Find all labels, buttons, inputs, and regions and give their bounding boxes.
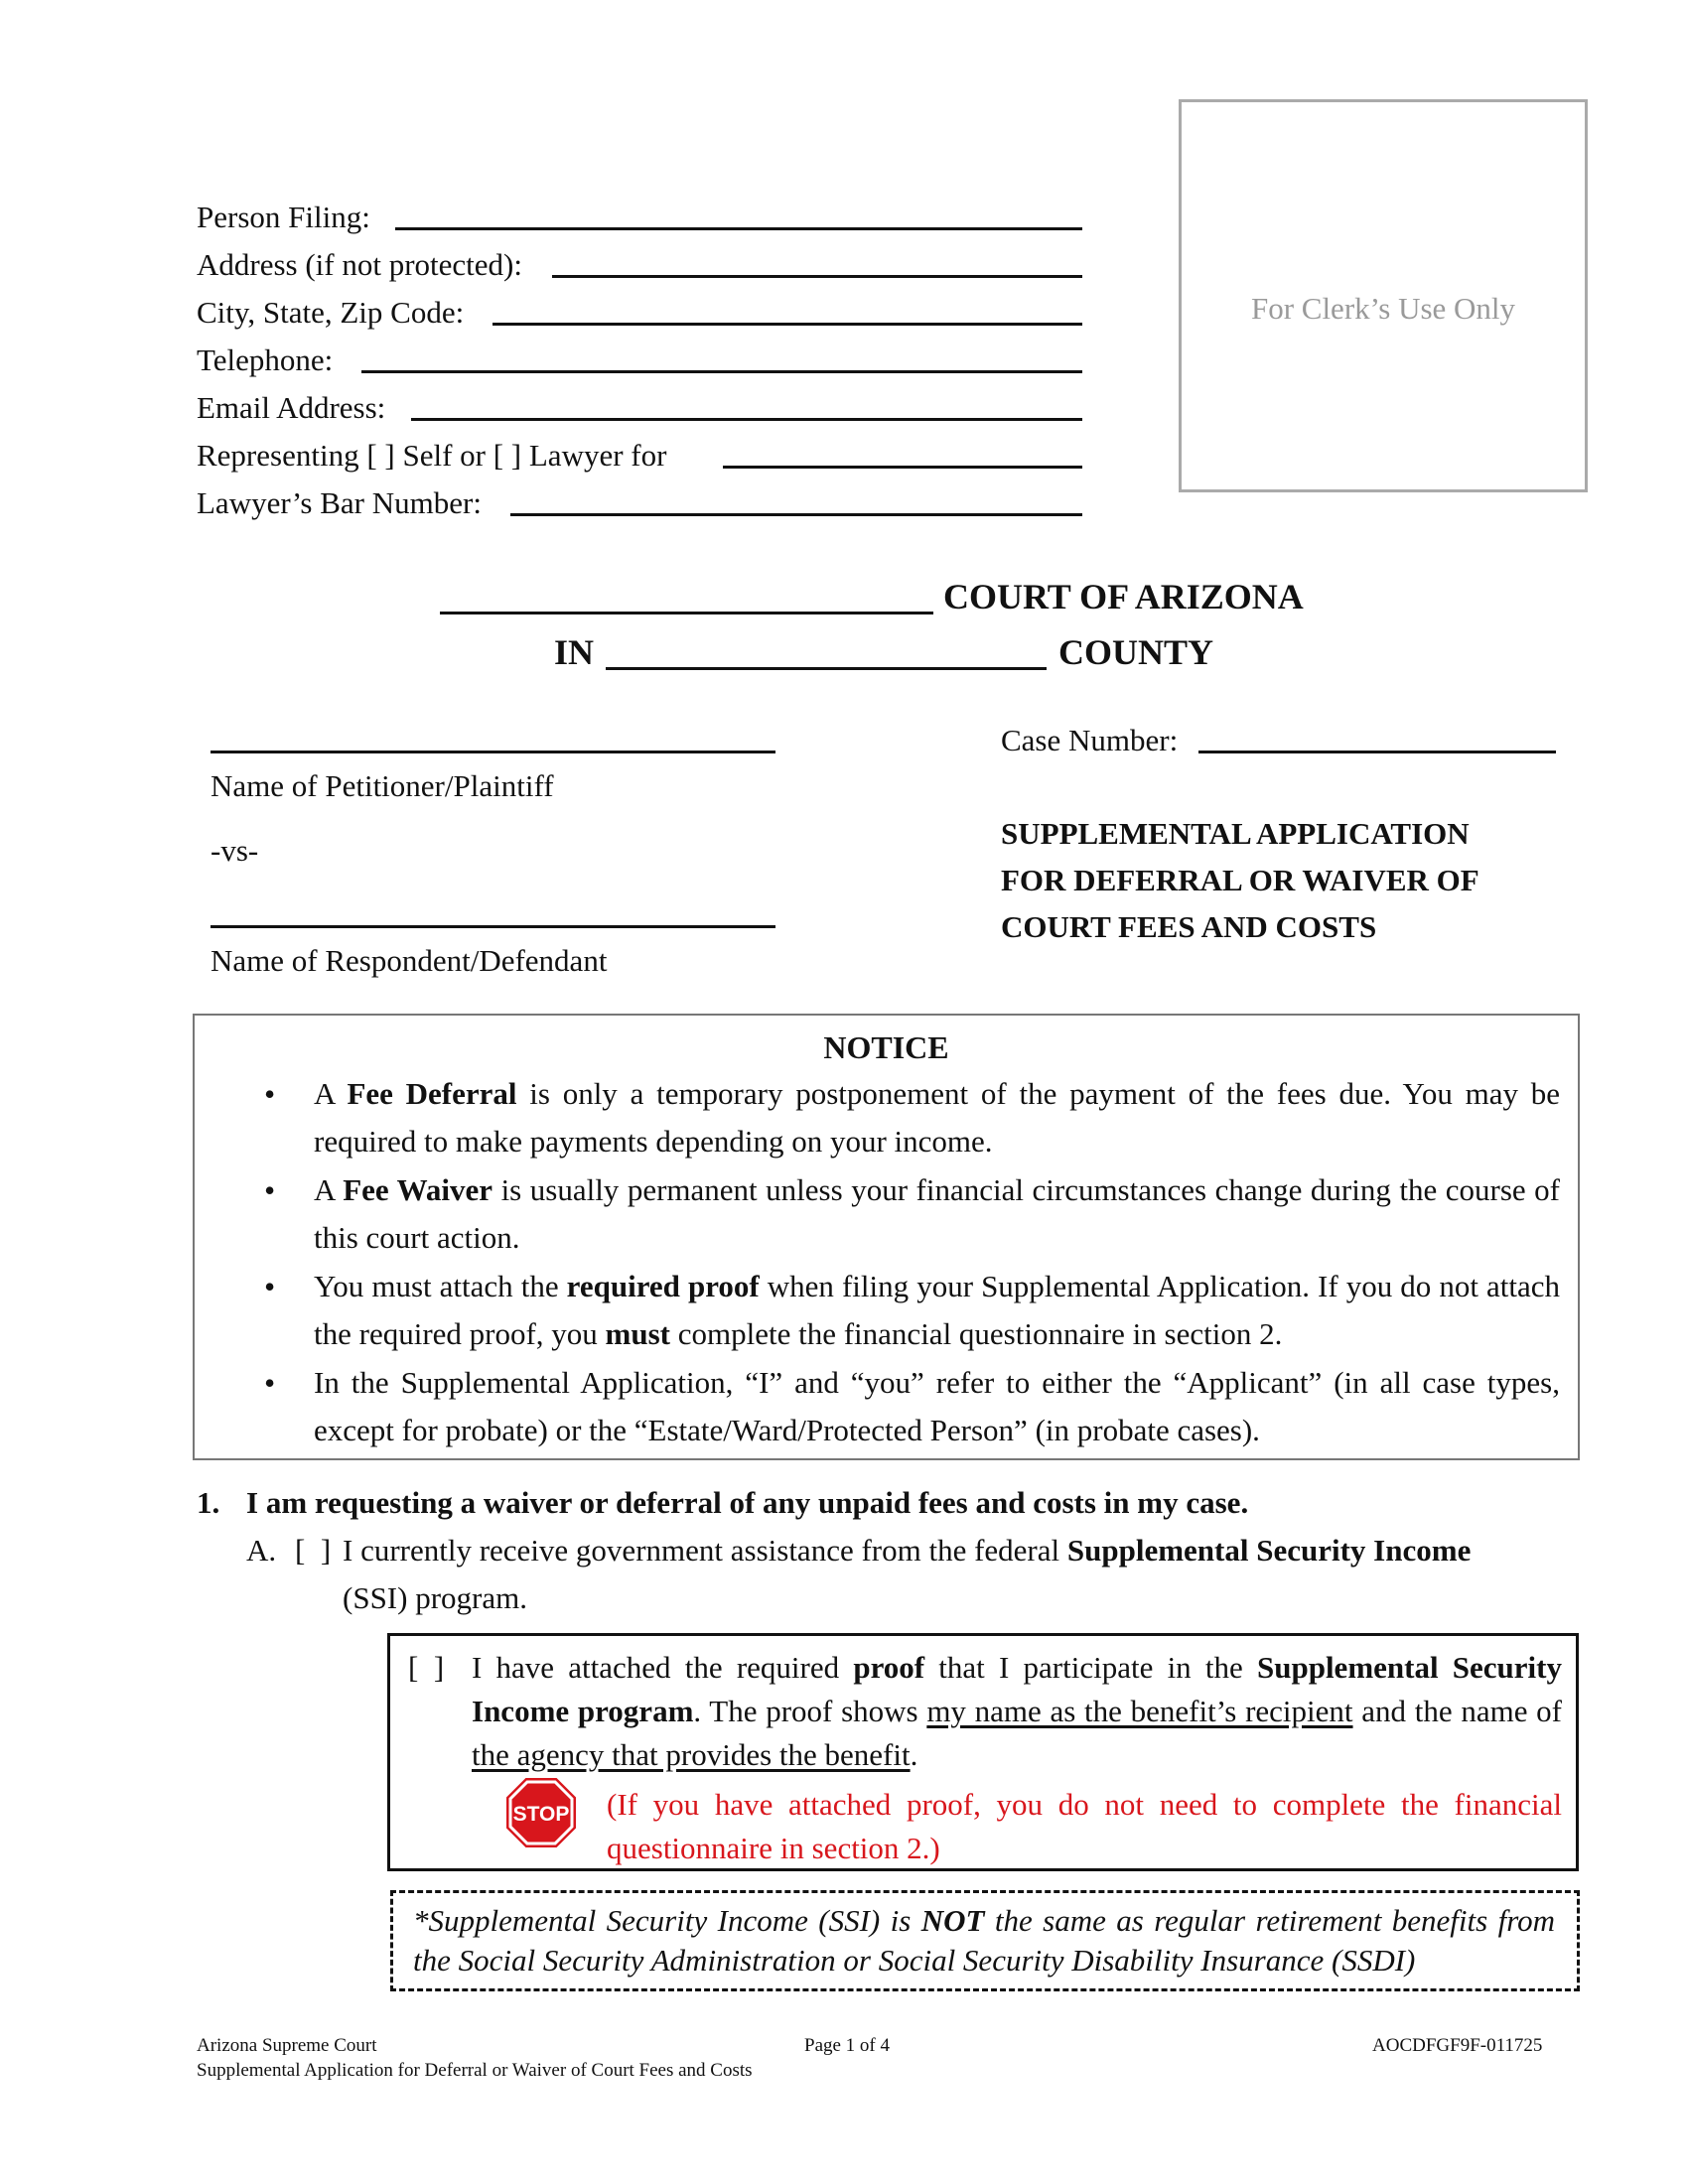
clerk-use-label: For Clerk’s Use Only: [1250, 291, 1516, 326]
notice-bullet-fee-waiver: [314, 1166, 1560, 1262]
person-filing-field[interactable]: [395, 227, 1082, 230]
ssi-program-term: Supplemental Security Income program: [472, 1650, 1562, 1728]
section-number: 1.: [197, 1485, 220, 1520]
agency-underline: the agency that provides the benefit: [472, 1737, 911, 1772]
text: complete the financial questionnaire in section 2.: [670, 1316, 1283, 1351]
form-title: [1001, 810, 1479, 950]
bullet: •: [264, 1365, 276, 1401]
footer-page-number: Page 1 of 4: [804, 2035, 891, 2056]
person-filing-label: Person Filing:: [197, 200, 370, 234]
court-name-field[interactable]: [440, 612, 933, 614]
notice-bullet-required-proof: [314, 1263, 1560, 1358]
ssi-note-text: [413, 1901, 1555, 1980]
recipient-underline: my name as the benefit’s recipient: [926, 1694, 1353, 1728]
text: the same as regular retirement benefits from the Social Security Administration or Social Security Disability Insurance (SSDI): [413, 1903, 1556, 1978]
text: You must attach the: [314, 1269, 567, 1303]
fee-waiver-term: Fee Waiver: [343, 1172, 493, 1207]
county-field[interactable]: [606, 667, 1047, 670]
petitioner-label: Name of Petitioner/Plaintiff: [211, 768, 554, 803]
item-a-checkbox[interactable]: [ ]: [295, 1533, 332, 1568]
bullet: •: [264, 1172, 276, 1208]
respondent-name-field[interactable]: [211, 925, 775, 928]
in-label: IN: [554, 632, 595, 672]
text: that I participate in the: [924, 1650, 1257, 1685]
bar-number-label: Lawyer’s Bar Number:: [197, 485, 482, 520]
must-term: must: [605, 1316, 670, 1351]
form-title-line: FOR DEFERRAL OR WAIVER OF: [1001, 863, 1479, 897]
footer-form-code: AOCDFGF9F-011725: [1372, 2035, 1543, 2056]
required-proof-term: required proof: [566, 1269, 760, 1303]
text: is only a temporary postponement of the payment of the fees due. You may be required to make payments depending on your income.: [314, 1076, 1560, 1159]
footer-court: Arizona Supreme Court: [197, 2035, 377, 2056]
text: I currently receive government assistance from the federal: [343, 1533, 1067, 1568]
address-label: Address (if not protected):: [197, 247, 522, 282]
address-field[interactable]: [552, 275, 1082, 278]
proof-stop-note: (If you have attached proof, you do not need to complete the financial questionnaire in section 2.): [607, 1787, 1562, 1865]
item-a-text: [343, 1527, 1471, 1574]
case-number-field[interactable]: [1198, 751, 1556, 753]
proof-checkbox[interactable]: [ ]: [408, 1650, 445, 1685]
stop-sign-icon: [503, 1775, 579, 1850]
ssi-term: Supplemental Security Income: [1066, 1533, 1472, 1568]
proof-text: [472, 1646, 1562, 1777]
city-state-zip-label: City, State, Zip Code:: [197, 295, 465, 330]
text: .: [910, 1737, 918, 1772]
bar-number-field[interactable]: [510, 513, 1082, 516]
court-of-arizona-heading: COURT OF ARIZONA: [943, 577, 1304, 616]
text: is usually permanent unless your financial circumstances change during the course of this court action.: [314, 1172, 1560, 1255]
email-field[interactable]: [411, 418, 1082, 421]
section-heading: I am requesting a waiver or deferral of any unpaid fees and costs in my case.: [246, 1485, 1249, 1520]
city-state-zip-field[interactable]: [492, 323, 1082, 326]
proof-term: proof: [853, 1650, 925, 1685]
respondent-label: Name of Respondent/Defendant: [211, 943, 608, 978]
item-a-continuation: (SSI) program.: [343, 1580, 527, 1615]
proof-box: [387, 1633, 1579, 1871]
item-a-letter: A.: [246, 1533, 277, 1568]
text: I have attached the required: [472, 1650, 854, 1685]
county-heading: COUNTY: [1058, 632, 1214, 672]
ssi-note-box: [390, 1890, 1580, 1991]
lawyer-for-field[interactable]: [723, 466, 1082, 469]
form-title-line: SUPPLEMENTAL APPLICATION: [1001, 816, 1470, 851]
text: and the name of: [1352, 1694, 1562, 1728]
text: . The proof shows: [693, 1694, 927, 1728]
notice-box: [193, 1014, 1580, 1460]
notice-bullet-definitions: In the Supplemental Application, “I” and “you” refer to either the “Applicant” (in all case types, except for probate) or the “Estate/Ward/Protected Person” (in probate cases).: [314, 1365, 1560, 1447]
footer-form-name: Supplemental Application for Deferral or Waiver of Court Fees and Costs: [197, 2060, 753, 2081]
representing-label: Representing [ ] Self or [ ] Lawyer for: [197, 438, 667, 473]
vs-label: -vs-: [211, 833, 259, 868]
bullet: •: [264, 1076, 276, 1112]
telephone-label: Telephone:: [197, 342, 334, 377]
text: A: [314, 1172, 344, 1207]
bullet: •: [264, 1269, 276, 1304]
petitioner-name-field[interactable]: [211, 751, 775, 753]
case-number-label: Case Number:: [1001, 723, 1179, 757]
telephone-field[interactable]: [361, 370, 1082, 373]
fee-deferral-term: Fee Deferral: [347, 1076, 517, 1111]
text: *Supplemental Security Income (SSI) is: [413, 1903, 921, 1938]
stop-sign-label: STOP: [512, 1803, 570, 1826]
email-label: Email Address:: [197, 390, 386, 425]
text: A: [314, 1076, 348, 1111]
form-title-line: COURT FEES AND COSTS: [1001, 909, 1377, 944]
notice-bullet-fee-deferral: [314, 1070, 1560, 1165]
text: when filing your Supplemental Application. If you do not attach the required proof, you: [314, 1269, 1561, 1351]
clerk-use-box: [1179, 99, 1588, 492]
not-term: NOT: [920, 1903, 985, 1938]
notice-title: NOTICE: [823, 1029, 949, 1065]
